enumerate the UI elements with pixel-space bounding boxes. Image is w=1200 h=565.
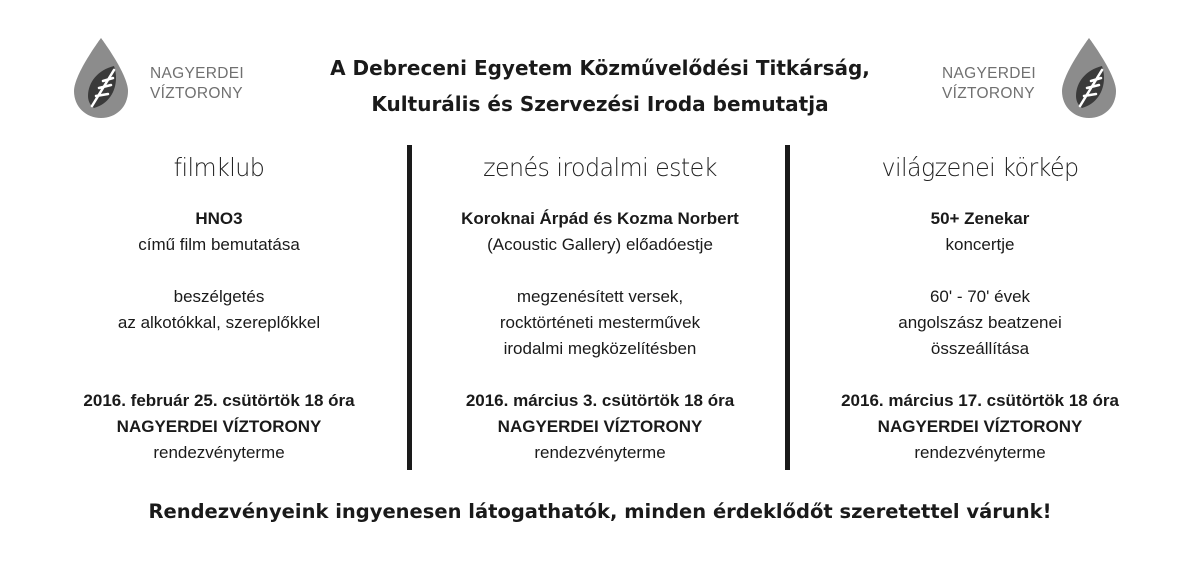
event-date: 2016. február 25. csütörtök 18 óra (83, 391, 355, 410)
column-title: filmklub (173, 153, 265, 182)
footer-note: Rendezvényeink ingyenesen látogathatók, minden érdeklődőt szeretettel várunk! (148, 500, 1052, 523)
event-desc-line: angolszász beatzenei (898, 313, 1062, 332)
event-column-vilagzenei-korkep (785, 148, 1175, 466)
logo-line2: VÍZTORONY (942, 85, 1035, 102)
event-room: rendezvényterme (153, 443, 285, 462)
title-line1: A Debreceni Egyetem Közművelődési Titkárság, (330, 56, 870, 80)
logo-line1: NAGYERDEI (150, 65, 244, 82)
event-lead-sub: (Acoustic Gallery) előadóestje (487, 235, 713, 254)
logo-text (150, 64, 244, 104)
event-lead: HNO3 (195, 209, 243, 228)
logo-left (70, 36, 270, 120)
event-desc-line: megzenésített versek, (516, 287, 684, 306)
event-column-zenes-irodalmi-estek (405, 148, 795, 466)
event-date: 2016. március 3. csütörtök 18 óra (465, 391, 735, 410)
event-venue: NAGYERDEI VÍZTORONY (116, 417, 322, 436)
event-room: rendezvényterme (534, 443, 666, 462)
event-desc-line: összeállítása (930, 339, 1030, 358)
water-drop-leaf-icon (70, 36, 132, 120)
page-title (270, 50, 930, 122)
event-desc-line: rocktörténeti mesterművek (499, 313, 701, 332)
event-desc-line: 60' - 70' évek (929, 287, 1031, 306)
event-date: 2016. március 17. csütörtök 18 óra (841, 391, 1119, 410)
event-lead: Koroknai Árpád és Kozma Norbert (461, 209, 739, 228)
logo-line2: VÍZTORONY (150, 85, 243, 102)
column-title: zenés irodalmi estek (483, 153, 717, 182)
event-venue: NAGYERDEI VÍZTORONY (877, 417, 1083, 436)
column-title: világzenei körkép (881, 153, 1079, 182)
event-desc-line: az alkotókkal, szereplőkkel (117, 313, 321, 332)
event-lead-sub: című film bemutatása (138, 235, 300, 254)
event-desc-line: irodalmi megközelítésben (503, 339, 697, 358)
title-line2: Kulturális és Szervezési Iroda bemutatja (371, 92, 829, 116)
logo-line1: NAGYERDEI (942, 65, 1036, 82)
water-drop-leaf-icon (1058, 36, 1120, 120)
event-venue: NAGYERDEI VÍZTORONY (497, 417, 703, 436)
event-lead-sub: koncertje (945, 235, 1015, 254)
event-column-filmklub (24, 148, 414, 466)
logo-text (942, 64, 1036, 104)
event-room: rendezvényterme (914, 443, 1046, 462)
event-desc-line: beszélgetés (173, 287, 265, 306)
event-lead: 50+ Zenekar (930, 209, 1030, 228)
logo-right (940, 36, 1140, 120)
